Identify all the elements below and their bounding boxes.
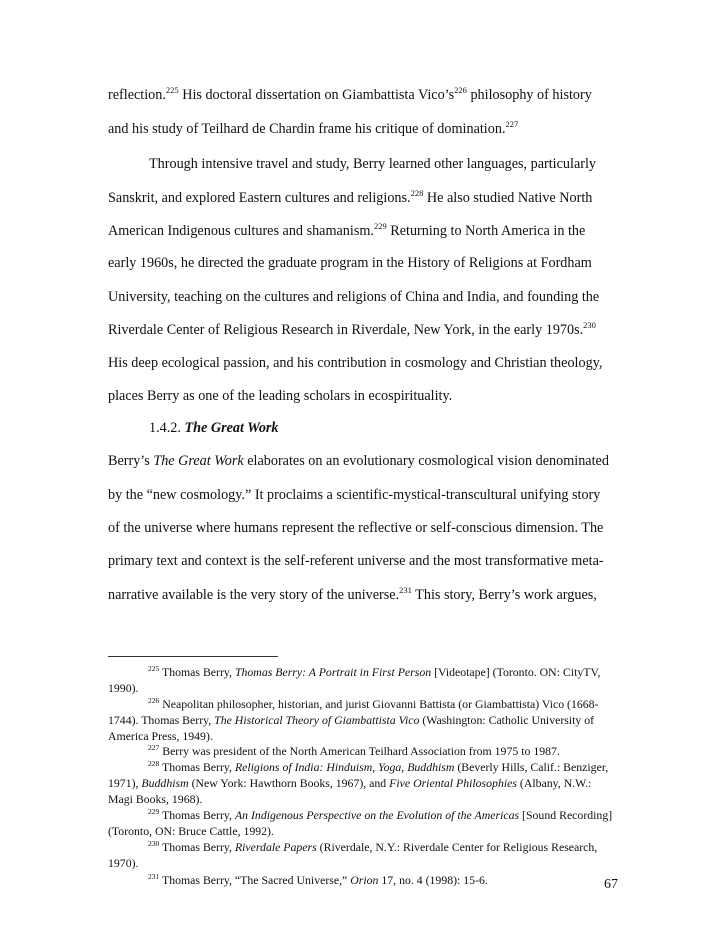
footnote-ref-231[interactable]: 231 bbox=[399, 585, 412, 595]
footnote-ref-228[interactable]: 228 bbox=[410, 188, 424, 198]
body-line-6: early 1960s, he directed the graduate program in the History of Religions at Fordham bbox=[108, 255, 592, 271]
footnote-230-cont: 1970). bbox=[108, 856, 139, 870]
footnote-225: $^{225}$ Thomas Berry, Thomas Berry: A Portrait in First Person [Videotape] (Toronto. ON: CityTV, bbox=[148, 664, 601, 679]
footnote-ref-227[interactable]: 227 bbox=[505, 119, 519, 129]
footnote-225-cont: 1990). bbox=[108, 681, 139, 695]
body-line-5: American Indigenous cultures and shamanism.$^{229}$ Returning to North America in the bbox=[108, 221, 586, 239]
body-line-1: reflection.$^{225}$ His doctoral dissertation on Giambattista $Vico’s^{226}$ philosophy of history bbox=[108, 85, 592, 103]
footnote-229: $^{229}$ Thomas Berry, An Indigenous Perspective on the Evolution of the Americas [Sound Recording] bbox=[148, 807, 613, 822]
body-line-12: by the “new cosmology.” It proclaims a scientific-mystical-transcultural unifying story bbox=[108, 487, 601, 503]
footnote-ref-226[interactable]: 226 bbox=[454, 85, 467, 95]
body-line-9: His deep ecological passion, and his contribution in cosmology and Christian theology, bbox=[108, 355, 603, 371]
footnote-226-cont-2: America Press, 1949). bbox=[108, 729, 213, 743]
footnote-230: $^{230}$ Thomas Berry, Riverdale Papers (Riverdale, N.Y.: Riverdale Center for Religious Research, bbox=[148, 839, 598, 854]
footnote-ref-230[interactable]: 230 bbox=[583, 320, 596, 330]
body-line-4: Sanskrit, and explored Eastern cultures and religions.$^{228}$ He also studied Native North bbox=[108, 188, 593, 206]
footnote-separator bbox=[108, 656, 278, 657]
section-heading bbox=[149, 419, 669, 437]
body-line-3: Through intensive travel and study, Berry learned other languages, particularly bbox=[149, 156, 597, 172]
section-title: The Great Work bbox=[184, 420, 279, 436]
footnote-226: $^{226}$ Neapolitan philosopher, historian, and jurist Giovanni Battista (or Giambattista) Vico (1668- bbox=[148, 696, 599, 711]
body-line-15: narrative available is the very story of the universe.$^{231}$ This story, Berry’s work argues, bbox=[108, 585, 597, 603]
footnote-228: $^{228}$ Thomas Berry, Religions of India: Hinduism, Yoga, Buddhism (Beverly Hills, Calif.: Benziger, bbox=[148, 759, 609, 774]
footnote-231: $^{231}$ Thomas Berry, “The Sacred Universe,” Orion 17, no. 4 (1998): 15-6. bbox=[148, 872, 488, 887]
body-line-8: Riverdale Center of Religious Research in Riverdale, New York, in the early 1970s.$^{230}$ bbox=[108, 320, 596, 338]
body-line-11: Berry’s The Great Work elaborates on an evolutionary cosmological vision denominated bbox=[108, 453, 609, 469]
footnote-227: $^{227}$ Berry was president of the North American Teilhard Association from 1975 to 1987. bbox=[148, 743, 560, 758]
footnote-228-cont-2: Magi Books, 1968). bbox=[108, 792, 203, 806]
footnote-ref-225[interactable]: 225 bbox=[165, 85, 179, 95]
body-line-14: primary text and context is the self-referent universe and the most transformative meta- bbox=[108, 553, 604, 569]
footnote-228-cont: 1971), Buddhism (New York: Hawthorn Books, 1967), and Five Oriental Philosophies (Albany, N.W.: bbox=[108, 776, 592, 790]
body-line-2: and his study of Teilhard de Chardin frame his critique of domination.$^{227}$ bbox=[108, 119, 519, 137]
footnote-ref-229[interactable]: 229 bbox=[373, 221, 387, 231]
body-line-13: of the universe where humans represent the reflective or self-conscious dimension. The bbox=[108, 520, 604, 536]
page-number: 67 bbox=[604, 877, 618, 892]
footnote-226-cont: 1744). Thomas Berry, The Historical Theory of Giambattista Vico (Washington: Catholic University of bbox=[108, 713, 595, 727]
section-number: 1.4.2. bbox=[149, 420, 185, 436]
body-line-7: University, teaching on the cultures and religions of China and India, and founding the bbox=[108, 289, 600, 305]
body-line-10: places Berry as one of the leading scholars in ecospirituality. bbox=[108, 388, 453, 404]
footnote-229-cont: (Toronto, ON: Bruce Cattle, 1992). bbox=[108, 824, 274, 838]
